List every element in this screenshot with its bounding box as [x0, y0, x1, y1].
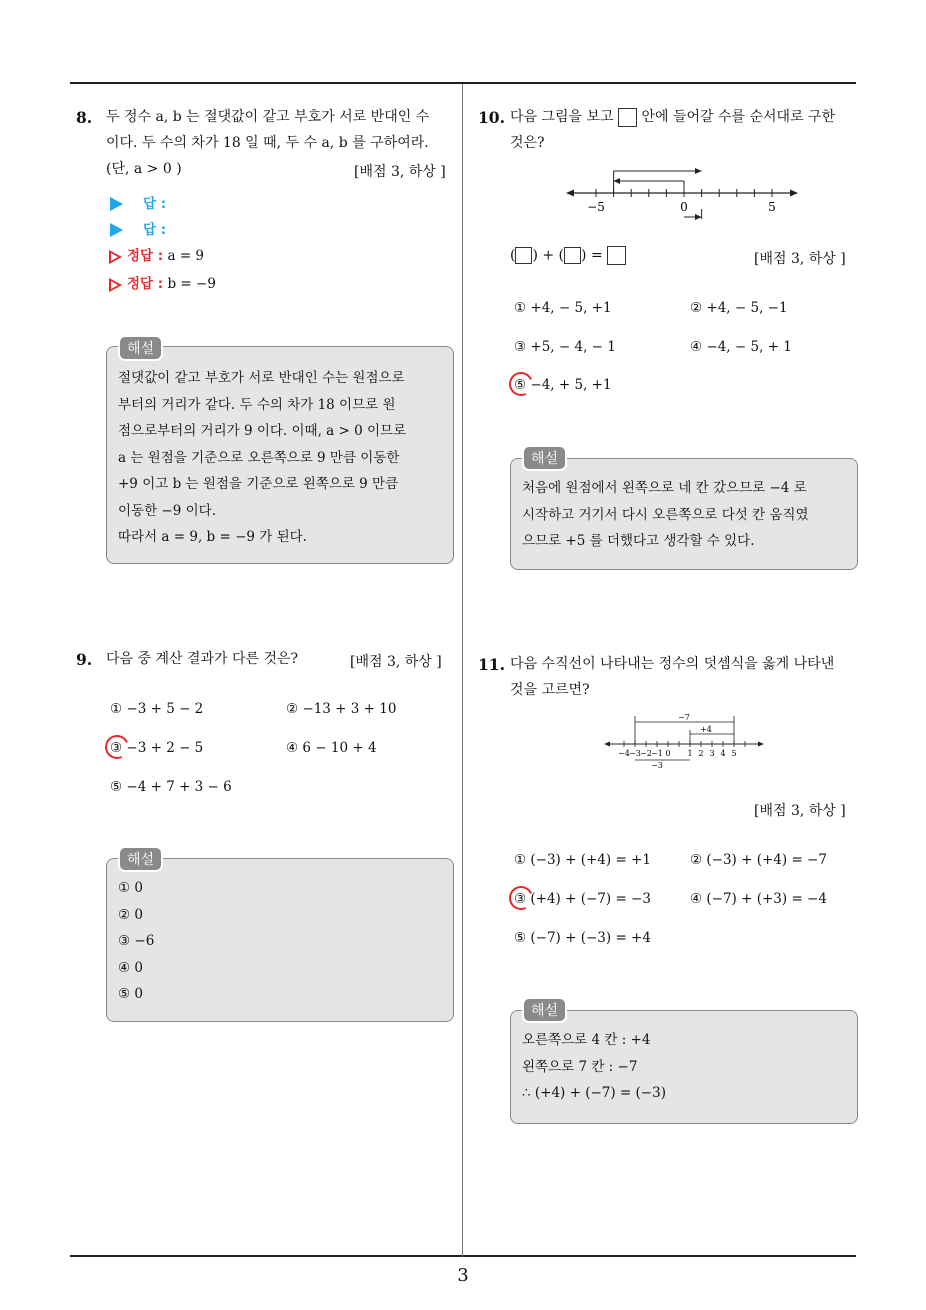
expl-line: +9 이고 b 는 원점을 기준으로 왼쪽으로 9 만큼: [118, 476, 399, 492]
q11-text-line2: 것을 고르면?: [510, 682, 590, 698]
play-arrow-icon: [110, 223, 123, 237]
q10-text-line1: [510, 104, 835, 130]
q11-tick-label: 1: [687, 749, 693, 758]
q10-score-meta: [배점 3, 하상 ]: [754, 251, 846, 267]
q11-option-5[interactable]: ⑤ (−7) + (−3) = +4: [514, 930, 651, 946]
answer-label: 답 :: [143, 222, 167, 238]
q10-equation-eq: ) =: [581, 247, 603, 264]
expl-line: ② 0: [118, 906, 143, 923]
expl-line: 부터의 거리가 같다. 두 수의 차가 18 이므로 원: [118, 396, 396, 413]
q11-explanation-tag: 해설: [522, 997, 567, 1023]
q11-label-bot: −3: [651, 761, 663, 770]
q11-label-mid: +4: [700, 725, 712, 734]
q10-equation: ( ) + ( ) =: [510, 246, 626, 265]
q8-correct-2: [110, 272, 216, 292]
expl-line: 절댓값이 같고 부호가 서로 반대인 수는 원점으로: [118, 370, 405, 386]
q11-option-1[interactable]: ① (−3) + (+4) = +1: [514, 852, 651, 868]
q10-tick-label: 5: [768, 200, 776, 214]
expl-line: ⑤ 0: [118, 986, 143, 1002]
q11-score-meta: [배점 3, 하상 ]: [754, 803, 846, 819]
q9-option-4[interactable]: ④ 6 − 10 + 4: [286, 740, 377, 756]
q8-answer-row-1[interactable]: [110, 192, 166, 212]
q11-tick-label: 3: [709, 749, 715, 758]
blank-box-icon: [607, 246, 626, 265]
q9-option-1[interactable]: ① −3 + 5 − 2: [110, 701, 204, 717]
expl-line: ③ −6: [118, 933, 155, 949]
q8-score-meta: [배점 3, 하상 ]: [354, 164, 446, 180]
expl-line: 오른쪽으로 4 칸 : +4: [522, 1032, 651, 1048]
column-divider: [462, 84, 463, 1257]
q11-tick-label: −2: [640, 749, 652, 758]
play-arrow-icon: [110, 197, 123, 211]
q10-text-a: 다음 그림을 보고: [510, 109, 614, 125]
q8-answer-row-2[interactable]: [110, 218, 166, 238]
q9-score-meta: [배점 3, 하상 ]: [350, 654, 442, 670]
q11-tick-label: −3: [629, 749, 641, 758]
blank-box-icon: [515, 247, 532, 264]
bottom-rule: [70, 1255, 856, 1257]
expl-line: 으므로 +5 를 더했다고 생각할 수 있다.: [522, 533, 755, 549]
q11-tick-label: 5: [731, 749, 737, 758]
q10-text-b: 안에 들어갈 수를 순서대로 구한: [641, 109, 836, 125]
q11-label-top: −7: [678, 713, 690, 722]
q11-tick-label: 4: [720, 749, 726, 758]
q10-tick-label: −5: [587, 200, 605, 214]
top-rule: [70, 82, 856, 84]
q8-condition: (단, a > 0 ): [106, 161, 182, 177]
blank-box-icon: [564, 247, 581, 264]
q11-tick-label: −1: [651, 749, 663, 758]
expl-line: 이동한 −9 이다.: [118, 502, 216, 519]
q11-explanation-text: [522, 1027, 666, 1107]
q9-explanation-box: [106, 858, 454, 1022]
correct-value: a = 9: [167, 248, 205, 264]
q8-explanation-tag: 해설: [118, 335, 163, 361]
q9-option-3[interactable]: ③ −3 + 2 − 5: [110, 740, 204, 756]
q11-tick-label: 0: [665, 749, 671, 758]
q8-number: 8.: [76, 108, 93, 127]
q10-option-5[interactable]: ⑤ −4, + 5, +1: [514, 377, 612, 393]
q8-explanation-text: [118, 365, 406, 551]
q9-option-5[interactable]: ⑤ −4 + 7 + 3 − 6: [110, 779, 232, 795]
expl-line: 왼쪽으로 7 칸 : −7: [522, 1058, 638, 1075]
blank-box-icon: [618, 108, 637, 127]
expl-line: 시작하고 거기서 다시 오른쪽으로 다섯 칸 움직였: [522, 506, 809, 523]
expl-line: 처음에 원점에서 왼쪽으로 네 칸 갔으므로 −4 로: [522, 480, 807, 496]
q11-option-2[interactable]: ② (−3) + (+4) = −7: [690, 852, 827, 868]
q9-text: 다음 중 계산 결과가 다른 것은?: [106, 651, 299, 667]
q9-number: 9.: [76, 650, 93, 669]
q10-explanation-tag: 해설: [522, 445, 567, 471]
q9-explanation-text: [118, 875, 154, 1008]
expl-line: ① 0: [118, 880, 143, 896]
expl-line: a 는 원점을 기준으로 오른쪽으로 9 만큼 이동한: [118, 449, 400, 466]
q11-tick-label: −4: [618, 749, 630, 758]
q8-text-line1: 두 정수 a, b 는 절댓값이 같고 부호가 서로 반대인 수: [106, 109, 430, 125]
expl-line: ④ 0: [118, 959, 143, 976]
q10-option-3[interactable]: ③ +5, − 4, − 1: [514, 339, 616, 355]
correct-label: 정답 :: [127, 276, 164, 292]
answer-label: 답 :: [143, 196, 167, 212]
q11-number-line: [602, 712, 766, 772]
q10-option-4[interactable]: ④ −4, − 5, + 1: [690, 339, 792, 355]
q11-option-3[interactable]: ③ (+4) + (−7) = −3: [514, 891, 651, 907]
q10-explanation-text: [522, 475, 809, 555]
q10-option-1[interactable]: ① +4, − 5, +1: [514, 300, 612, 316]
q10-option-2[interactable]: ② +4, − 5, −1: [690, 300, 788, 316]
q10-text-line2: 것은?: [510, 135, 545, 151]
q11-number: 11.: [478, 655, 505, 674]
q10-equation-text: ) + (: [532, 247, 565, 264]
page-number: 3: [457, 1265, 469, 1286]
q8-correct-1: [110, 244, 204, 264]
q8-text-line2: 이다. 두 수의 차가 18 일 때, 두 수 a, b 를 구하여라.: [106, 135, 429, 151]
expl-line: 점으로부터의 거리가 9 이다. 이때, a > 0 이므로: [118, 423, 407, 439]
q10-tick-label: 0: [680, 200, 688, 214]
correct-label: 정답 :: [127, 248, 164, 264]
expl-line: ∴ (+4) + (−7) = (−3): [522, 1085, 666, 1101]
q9-option-2[interactable]: ② −13 + 3 + 10: [286, 701, 397, 717]
q10-number: 10.: [478, 108, 505, 127]
q10-number-line: [562, 165, 802, 225]
q11-tick-label: 2: [698, 749, 704, 758]
q11-text-line1: 다음 수직선이 나타내는 정수의 덧셈식을 옳게 나타낸: [510, 656, 835, 672]
q9-explanation-tag: 해설: [118, 846, 163, 872]
hollow-arrow-icon: [110, 279, 121, 291]
expl-line: 따라서 a = 9, b = −9 가 된다.: [118, 529, 307, 545]
correct-value: b = −9: [167, 276, 216, 292]
q11-option-4[interactable]: ④ (−7) + (+3) = −4: [690, 891, 827, 907]
hollow-arrow-icon: [110, 251, 121, 263]
